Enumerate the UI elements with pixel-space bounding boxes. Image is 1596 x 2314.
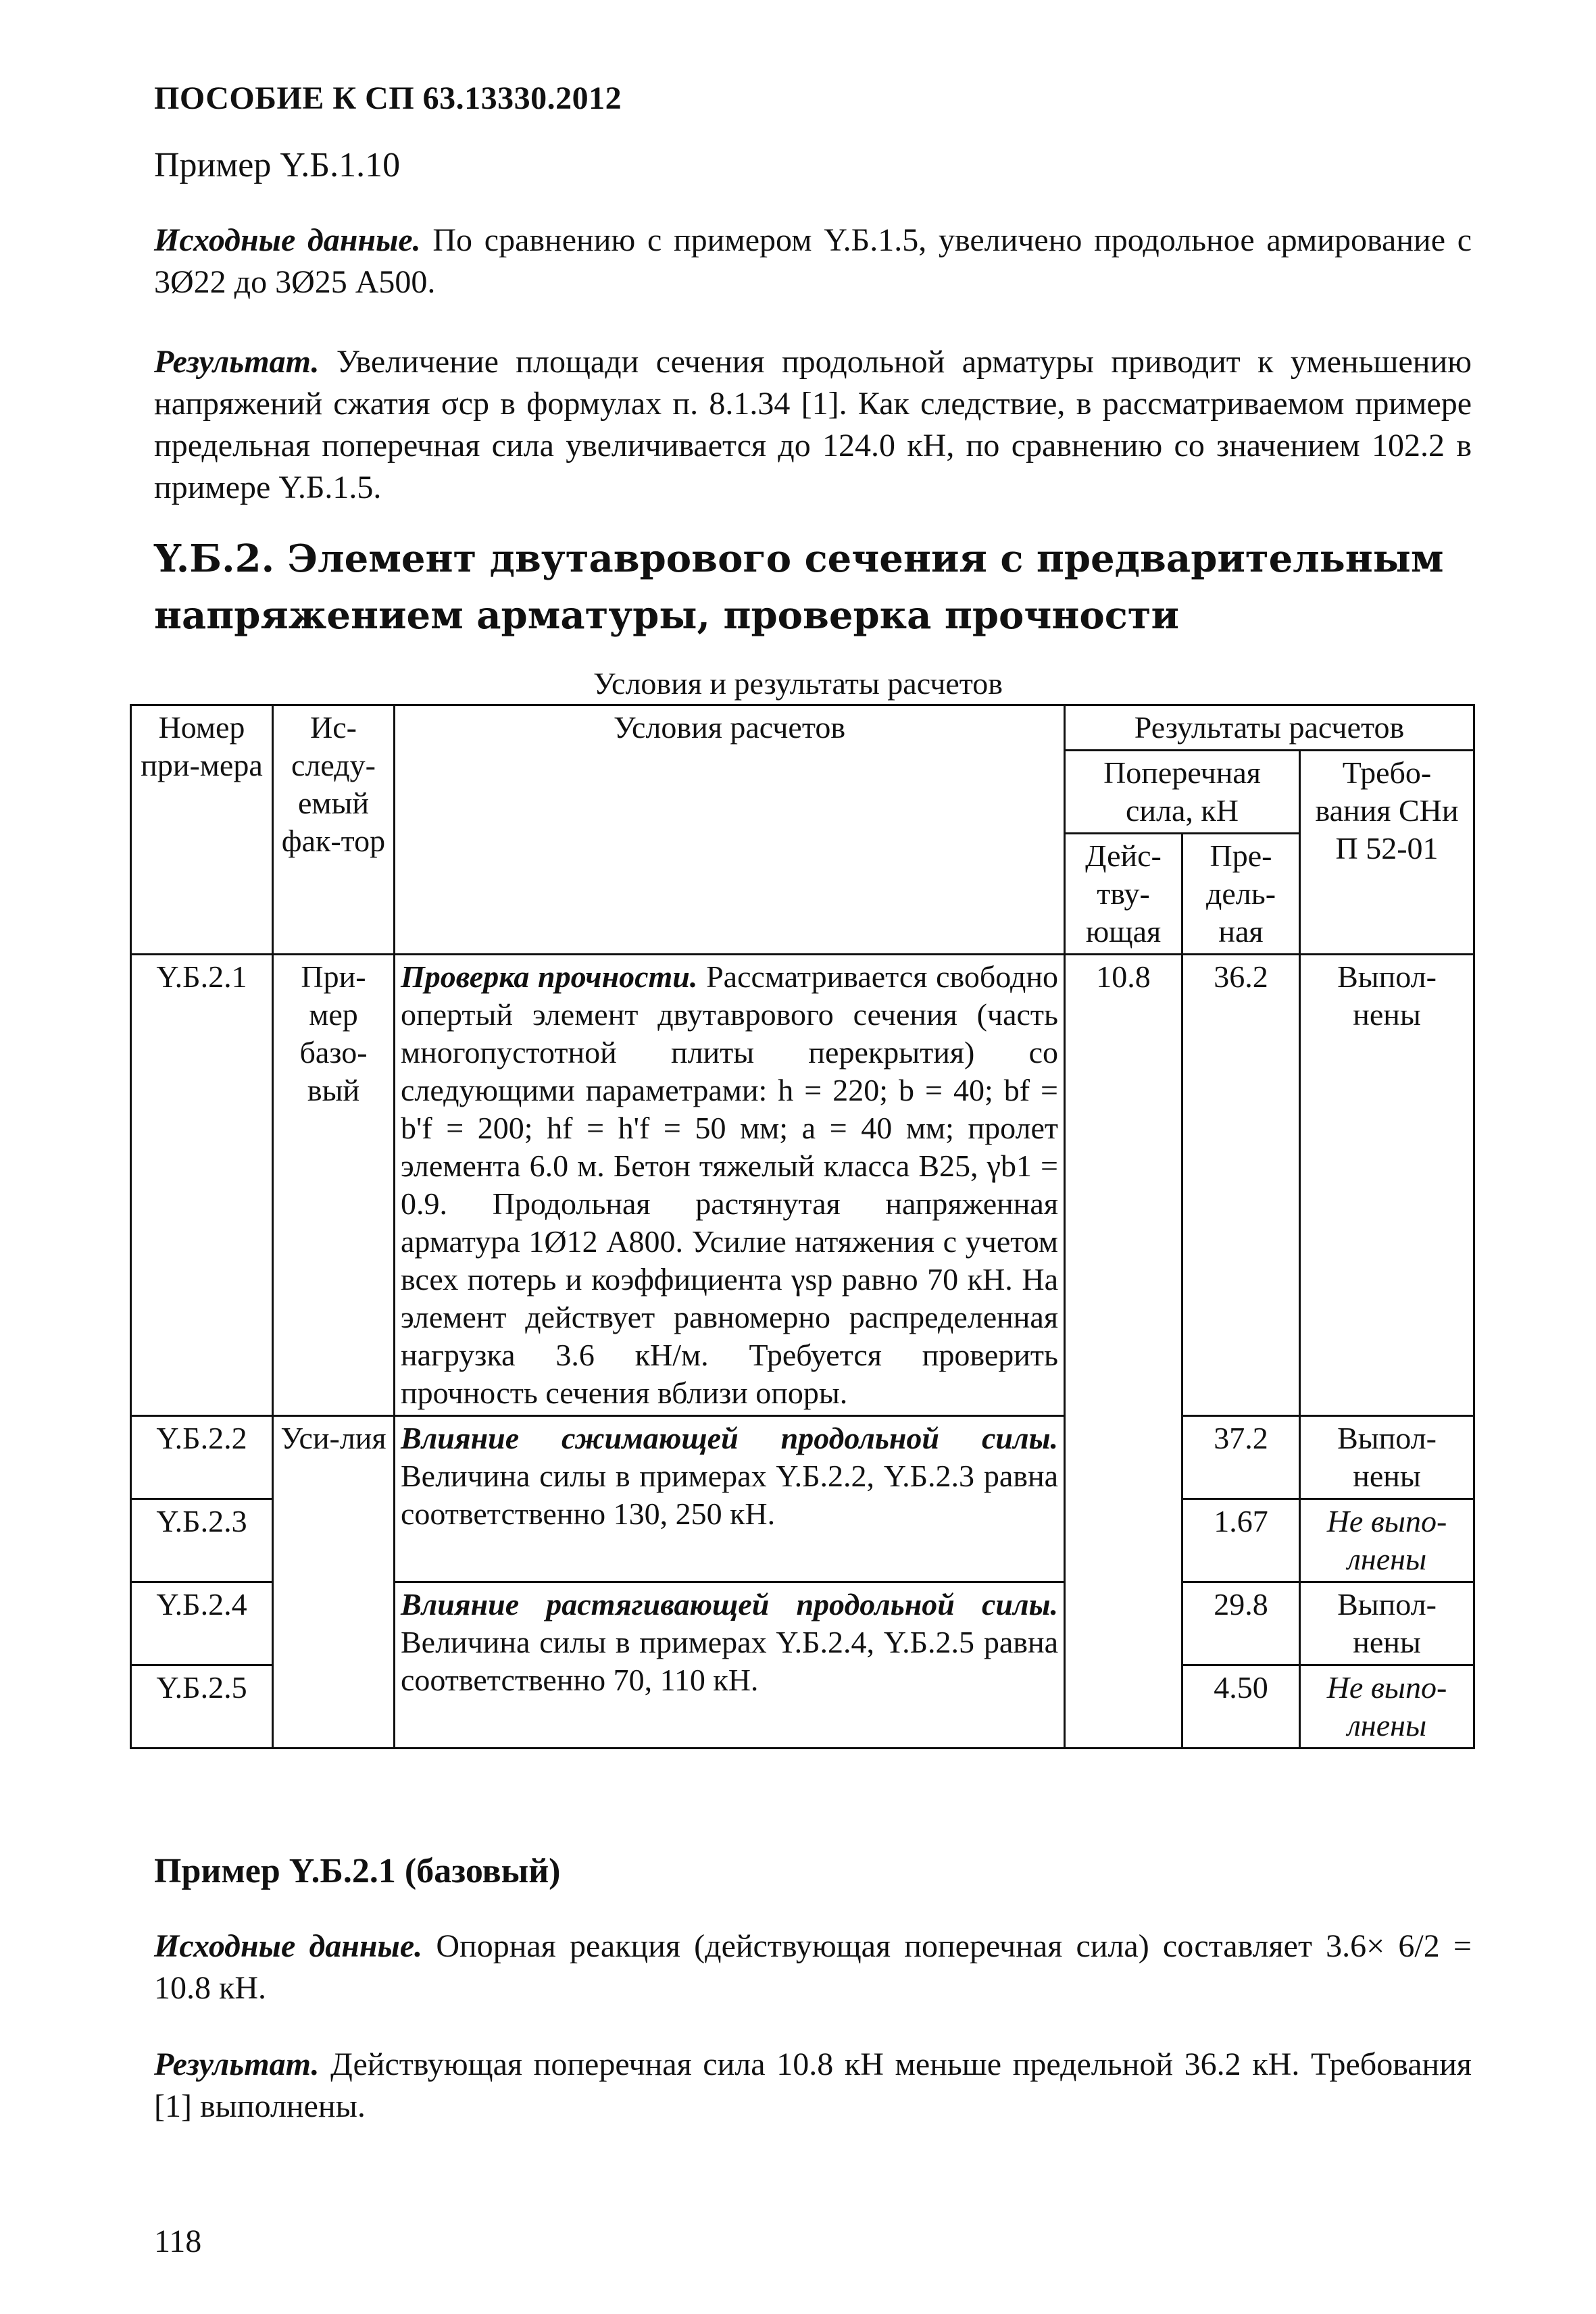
header-factor: Ис-следу-емый фак-тор xyxy=(273,705,395,955)
row-limit-force: 29.8 xyxy=(1182,1582,1300,1665)
row-requirements: Не выпо-лнены xyxy=(1300,1665,1474,1749)
table-row xyxy=(131,955,1474,1416)
paragraph-lead: Результат. xyxy=(154,2046,320,2082)
paragraph-initial-data-2 xyxy=(154,1926,1472,2009)
row-limit-force: 36.2 xyxy=(1182,955,1300,1416)
row-number: Y.Б.2.5 xyxy=(131,1665,273,1749)
row-number: Y.Б.2.1 xyxy=(131,955,273,1416)
row-factor: Уси-лия xyxy=(273,1416,395,1749)
row-number: Y.Б.2.2 xyxy=(131,1416,273,1499)
header-requirements: Требо-вания СНи П 52-01 xyxy=(1300,751,1474,955)
row-limit-force: 1.67 xyxy=(1182,1499,1300,1582)
paragraph-text: По сравнению с примером Y.Б.1.5, увеличено продольное армирование с 3Ø22 до 3Ø25 А500. xyxy=(154,222,1472,300)
row-number: Y.Б.2.3 xyxy=(131,1499,273,1582)
paragraph-lead: Исходные данные. xyxy=(154,1928,423,1964)
paragraph-result-2 xyxy=(154,2044,1472,2128)
header-acting: Дейс-тву-ющая xyxy=(1065,834,1182,955)
example-2-title: Пример Y.Б.2.1 (базовый) xyxy=(154,1852,561,1890)
paragraph-result xyxy=(154,341,1472,509)
row-conditions xyxy=(395,1416,1065,1582)
header-limit: Пре-дель-ная xyxy=(1182,834,1300,955)
table-caption: Условия и результаты расчетов xyxy=(593,666,1003,701)
header-shear-force: Поперечная сила, кН xyxy=(1065,751,1300,834)
row-conditions-text: Величина силы в примерах Y.Б.2.4, Y.Б.2.5 равна соответственно 70, 110 кН. xyxy=(401,1625,1058,1697)
section-title: Y.Б.2. Элемент двутаврового сечения с предварительным напряжением арматуры, проверка прочности xyxy=(154,536,1444,638)
paragraph-lead: Результат. xyxy=(154,344,320,380)
paragraph-text: Увеличение площади сечения продольной арматуры приводит к уменьшению напряжений сжатия σcp в формулах п. 8.1.34 [1]. Как следствие, в рассматриваемом примере предельная поперечная сила увеличивается до 124.0 кН, по сравнению со значением 102.2 в примере Y.Б.1.5. xyxy=(154,344,1472,505)
paragraph-text: Действующая поперечная сила 10.8 кН меньше предельной 36.2 кН. Требования [1] выполнены. xyxy=(154,2046,1472,2124)
row-conditions-lead: Влияние растягивающей продольной силы. xyxy=(401,1587,1058,1621)
row-conditions-lead: Влияние сжимающей продольной силы. xyxy=(401,1421,1058,1455)
header-number: Номер при-мера xyxy=(131,705,273,955)
row-number: Y.Б.2.4 xyxy=(131,1582,273,1665)
row-limit-force: 4.50 xyxy=(1182,1665,1300,1749)
row-conditions xyxy=(395,1582,1065,1749)
paragraph-lead: Исходные данные. xyxy=(154,222,421,258)
row-factor: При-мер базо-вый xyxy=(273,955,395,1416)
header-results: Результаты расчетов xyxy=(1065,705,1474,751)
row-acting-force: 10.8 xyxy=(1065,955,1182,1749)
row-requirements: Выпол-нены xyxy=(1300,1416,1474,1499)
row-conditions-text: Величина силы в примерах Y.Б.2.2, Y.Б.2.3 равна соответственно 130, 250 кН. xyxy=(401,1459,1058,1531)
results-table xyxy=(130,704,1475,1749)
row-requirements: Выпол-нены xyxy=(1300,1582,1474,1665)
paragraph-initial-data xyxy=(154,220,1472,303)
example-title: Пример Y.Б.1.10 xyxy=(154,146,401,184)
row-conditions xyxy=(395,955,1065,1416)
paragraph-text: Опорная реакция (действующая поперечная сила) составляет 3.6× 6/2 = 10.8 кН. xyxy=(154,1928,1472,2006)
header-conditions: Условия расчетов xyxy=(395,705,1065,955)
running-header: ПОСОБИЕ К СП 63.13330.2012 xyxy=(154,80,622,116)
page-number: 118 xyxy=(154,2223,202,2259)
row-requirements: Не выпо-лнены xyxy=(1300,1499,1474,1582)
row-requirements: Выпол-нены xyxy=(1300,955,1474,1416)
row-limit-force: 37.2 xyxy=(1182,1416,1300,1499)
row-conditions-text: Рассматривается свободно опертый элемент двутаврового сечения (часть многопустотной плиты перекрытия) со следующими параметрами: h = 220; b = 40; bf = b'f = 200; hf = h'f = 50 мм; a = 40 мм; пролет элемента 6.0 м. Бетон тяжелый класса В25, γb1 = 0.9. Продольная растянутая напряженная арматура 1Ø12 А800. Усилие натяжения с учетом всех потерь и коэффициента γsp равно 70 кН. На элемент действует равномерно распределенная нагрузка 3.6 кН/м. Требуется проверить прочность сечения вблизи опоры. xyxy=(401,959,1058,1410)
table-row xyxy=(131,1416,1474,1499)
row-conditions-lead: Проверка прочности. xyxy=(401,959,698,994)
